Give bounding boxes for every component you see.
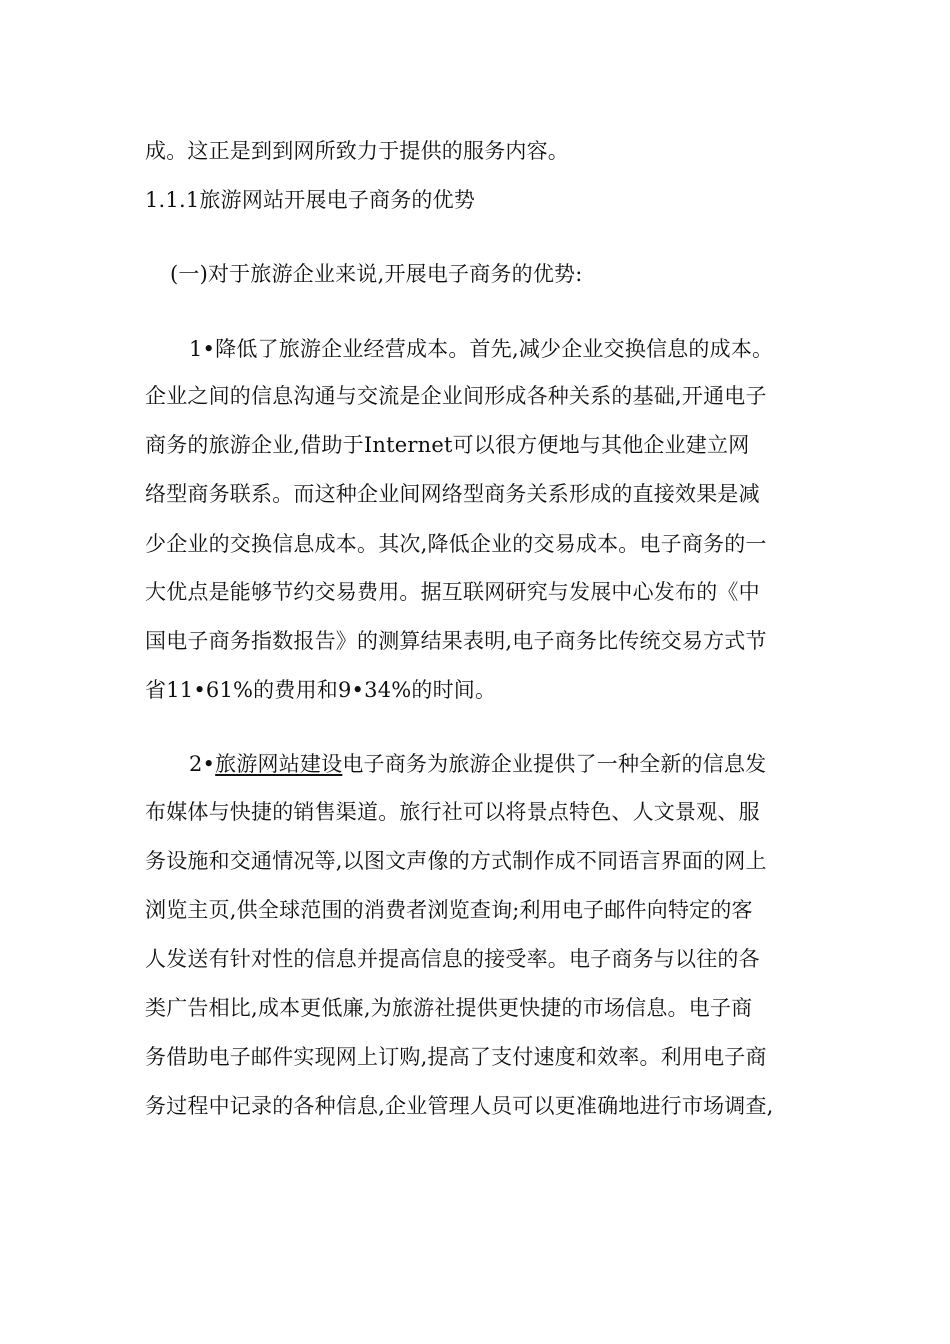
paragraph2-line: 浏览主页,供全球范围的消费者浏览查询;利用电子邮件向特定的客 [145, 898, 753, 922]
paragraph1-line: 1•降低了旅游企业经营成本。首先,减少企业交换信息的成本。 [189, 337, 774, 361]
paragraph1-line: 企业之间的信息沟通与交流是企业间形成各种关系的基础,开通电子 [145, 384, 767, 408]
paragraph2-first-line [189, 751, 766, 777]
paragraph2-prefix: 2• [189, 752, 216, 776]
paragraph1-line: 商务的旅游企业,借助于Internet可以很方便地与其他企业建立网 [145, 433, 750, 457]
paragraph1-line: 国电子商务指数报告》的测算结果表明,电子商务比传统交易方式节 [145, 629, 767, 653]
paragraph1-line: 少企业的交换信息成本。其次,降低企业的交易成本。电子商务的一 [145, 532, 767, 556]
paragraph1-line: 络型商务联系。而这种企业间网络型商务关系形成的直接效果是减 [145, 482, 760, 506]
paragraph2-line: 布媒体与快捷的销售渠道。旅行社可以将景点特色、人文景观、服 [145, 800, 760, 824]
travel-website-link[interactable]: 旅游网站建设 [215, 752, 343, 776]
section-heading: 1.1.1旅游网站开展电子商务的优势 [145, 188, 476, 212]
paragraph2-line: 人发送有针对性的信息并提高信息的接受率。电子商务与以往的各 [145, 947, 760, 971]
paragraph1-line: 大优点是能够节约交易费用。据互联网研究与发展中心发布的《中 [145, 580, 760, 604]
paragraph2-line: 务过程中记录的各种信息,企业管理人员可以更准确地进行市场调查, [145, 1094, 774, 1118]
subheading: (一)对于旅游企业来说,开展电子商务的优势: [170, 262, 583, 286]
intro-continuation: 成。这正是到到网所致力于提供的服务内容。 [145, 139, 569, 163]
paragraph2-first-suffix: 电子商务为旅游企业提供了一种全新的信息发 [342, 752, 767, 776]
paragraph2-line: 务借助电子邮件实现网上订购,提高了支付速度和效率。利用电子商 [145, 1045, 767, 1069]
paragraph2-line: 类广告相比,成本更低廉,为旅游社提供更快捷的市场信息。电子商 [145, 996, 753, 1020]
paragraph2-line: 务设施和交通情况等,以图文声像的方式制作成不同语言界面的网上 [145, 849, 767, 873]
paragraph1-line: 省11•61%的费用和9•34%的时间。 [145, 678, 497, 702]
